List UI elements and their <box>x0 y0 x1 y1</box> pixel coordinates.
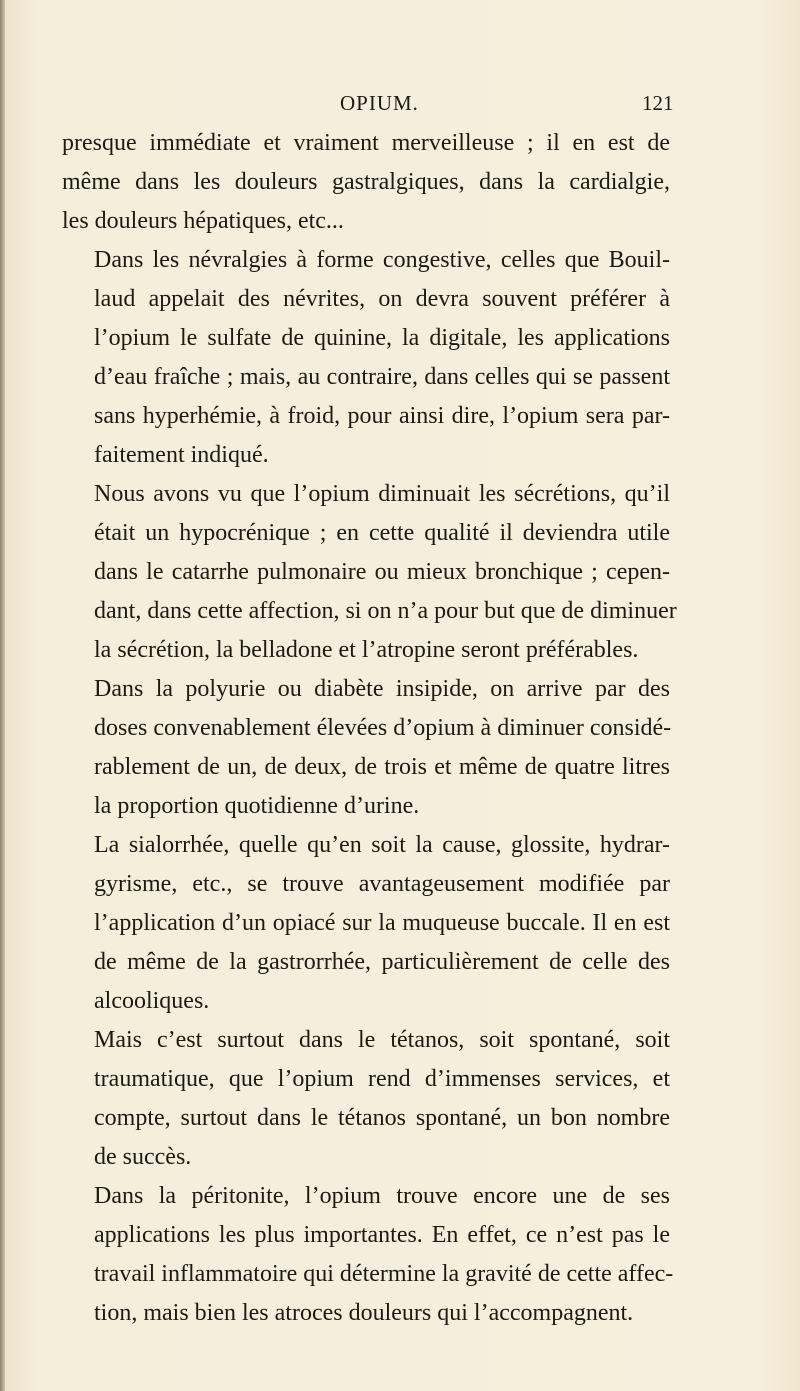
text-line: l’opium le sulfate de quinine, la digitale, les applications <box>94 325 670 351</box>
paragraph-7 <box>62 1177 674 1333</box>
paragraph-4 <box>62 670 670 826</box>
paragraph-1 <box>62 124 670 241</box>
text-line: doses convenablement élevées d’opium à diminuer considé- <box>94 715 672 741</box>
text-line: d’eau fraîche ; mais, au contraire, dans celles qui se passent <box>94 364 670 390</box>
text-line: Mais c’est surtout dans le tétanos, soit spontané, soit <box>94 1027 670 1053</box>
text-line: dant, dans cette affection, si on n’a pour but que de diminuer <box>94 598 677 624</box>
text-line: tion, mais bien les atroces douleurs qui l’accompagnent. <box>94 1300 634 1326</box>
text-line: Dans les névralgies à forme congestive, celles que Bouil- <box>94 247 670 273</box>
text-line: la proportion quotidienne d’urine. <box>94 793 420 819</box>
text-line: travail inflammatoire qui détermine la gravité de cette affec- <box>94 1261 674 1287</box>
running-head <box>0 88 800 118</box>
running-title: OPIUM. <box>340 91 419 115</box>
text-line: traumatique, que l’opium rend d’immenses services, et <box>94 1066 670 1092</box>
text-line: sans hyperhémie, à froid, pour ainsi dire, l’opium sera par- <box>94 403 670 429</box>
text-line: de même de la gastrorrhée, particulièrement de celle des <box>94 949 670 975</box>
text-line: Dans la polyurie ou diabète insipide, on arrive par des <box>94 676 670 702</box>
text-line: dans le catarrhe pulmonaire ou mieux bronchique ; cepen- <box>94 559 670 585</box>
text-line: presque immédiate et vraiment merveilleuse ; il en est de <box>62 130 670 156</box>
paragraph-2 <box>62 241 670 475</box>
text-line: était un hypocrénique ; en cette qualité il deviendra utile <box>94 520 670 546</box>
text-line: compte, surtout dans le tétanos spontané, un bon nombre <box>94 1105 670 1131</box>
page-binding-edge <box>0 0 5 1391</box>
paragraph-3 <box>62 475 677 670</box>
text-line: laud appelait des névrites, on devra souvent préférer à <box>94 286 670 312</box>
page-number: 121 <box>642 91 674 115</box>
text-line: l’application d’un opiacé sur la muqueuse buccale. Il en est <box>94 910 670 936</box>
text-line: Nous avons vu que l’opium diminuait les sécrétions, qu’il <box>94 481 670 507</box>
text-line: les douleurs hépatiques, etc... <box>62 208 344 234</box>
text-line: applications les plus importantes. En effet, ce n’est pas le <box>94 1222 670 1248</box>
text-line: alcooliques. <box>94 988 210 1014</box>
body-text <box>62 124 677 1333</box>
text-line: même dans les douleurs gastralgiques, dans la cardialgie, <box>62 169 670 195</box>
text-line: gyrisme, etc., se trouve avantageusement modifiée par <box>94 871 670 897</box>
text-line: de succès. <box>94 1144 192 1170</box>
paragraph-5 <box>62 826 670 1021</box>
text-line: Dans la péritonite, l’opium trouve encore une de ses <box>94 1183 670 1209</box>
text-line: la sécrétion, la belladone et l’atropine seront préférables. <box>94 637 639 663</box>
paragraph-6 <box>62 1021 670 1177</box>
text-line: La sialorrhée, quelle qu’en soit la cause, glossite, hydrar- <box>94 832 670 858</box>
text-line: faitement indiqué. <box>94 442 269 468</box>
text-line: rablement de un, de deux, de trois et même de quatre litres <box>94 754 670 780</box>
